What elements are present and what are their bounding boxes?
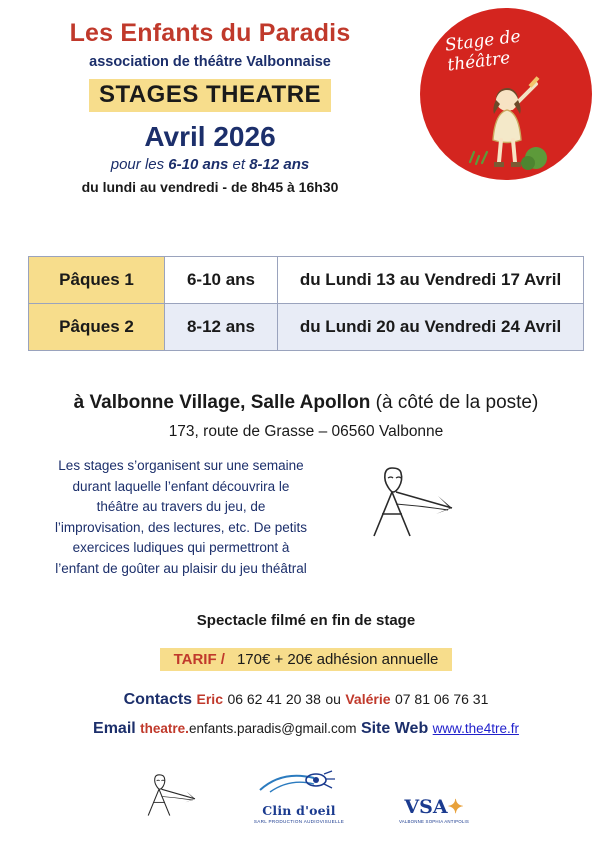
age-groups-line [0, 156, 420, 173]
session-dates: du Lundi 13 au Vendredi 17 Avril [278, 257, 584, 304]
theatre-mask-sketch-icon [352, 452, 472, 548]
vsa-wordmark [391, 798, 477, 817]
contacts-conjunction: ou [325, 691, 341, 707]
vsa-letters: VSA [404, 796, 448, 818]
session-age: 8-12 ans [165, 304, 278, 351]
program-description: Les stages s’organisent sur une semaine durant laquelle l’enfant découvrira le théâtre au travers du jeu, de l’improvisation, des lectures, etc. De petits exercices ludiques qui permettront à l’enfant de goûter au plaisir du jeu théâtral [54, 458, 308, 576]
spectacle-note: Spectacle filmé en fin de stage [196, 612, 416, 629]
session-label: Pâques 2 [29, 304, 165, 351]
website-label: Site Web [360, 719, 429, 737]
schedule-table [28, 256, 584, 351]
venue-name: à Valbonne Village, Salle Apollon [73, 392, 371, 413]
vsa-logo [391, 798, 477, 824]
contacts-row-1 [0, 688, 612, 713]
tarif-badge [160, 648, 453, 671]
theatre-mask-sketch-icon-small [135, 764, 207, 824]
session-age: 6-10 ans [165, 257, 278, 304]
tarif-label: TARIF / [173, 651, 225, 668]
stages-banner: STAGES THEATRE [89, 79, 331, 112]
vsa-accent-icon: ✦ [447, 796, 464, 818]
session-dates: du Lundi 20 au Vendredi 24 Avril [278, 304, 584, 351]
contact-2-phone[interactable]: 07 81 06 76 31 [394, 691, 489, 707]
tarif-wrap [0, 648, 612, 671]
contact-1-name[interactable]: Eric [196, 691, 223, 707]
logo-circle [420, 8, 592, 180]
logo-script-text: Stage de théâtre [443, 26, 522, 76]
venue-name-line [0, 392, 612, 414]
age-join: et [228, 155, 250, 173]
table-row [29, 304, 584, 351]
contact-1-phone[interactable]: 06 62 41 20 38 [227, 691, 321, 707]
venue-note: (à côté de la poste) [370, 392, 539, 413]
age-group-1: 6-10 ans [168, 155, 229, 173]
eye-swoosh-icon [254, 770, 344, 798]
clin-doeil-name: Clin d'oeil [262, 803, 336, 818]
organization-subtitle: association de théâtre Valbonnaise [89, 53, 331, 70]
footer-logos [0, 762, 612, 832]
table-row [29, 257, 584, 304]
age-group-2: 8-12 ans [249, 155, 310, 173]
girl-illustration-icon [462, 70, 554, 174]
poster-header [0, 0, 612, 212]
email-prefix[interactable]: theatre. [140, 720, 189, 736]
email-label: Email [93, 719, 136, 737]
schedule-table-wrap [28, 256, 584, 351]
schedule-hours: du lundi au vendredi - de 8h45 à 16h30 [81, 178, 339, 195]
vsa-subtitle: VALBONNE SOPHIA ANTIPOLIS [398, 819, 470, 824]
contacts-block [0, 688, 612, 742]
organization-name: Les Enfants du Paradis [69, 19, 351, 47]
clin-doeil-subtitle: SARL PRODUCTION AUDIOVISUELLE [253, 819, 345, 824]
event-month: Avril 2026 [144, 120, 276, 152]
session-label: Pâques 1 [29, 257, 165, 304]
contacts-row-2 [0, 717, 612, 742]
website-link[interactable]: www.the4tre.fr [432, 720, 519, 736]
logo [420, 8, 592, 180]
venue-address: 173, route de Grasse – 06560 Valbonne [168, 423, 444, 440]
venue-block [0, 392, 612, 441]
clin-doeil-logo [253, 770, 345, 824]
contacts-label: Contacts [123, 691, 193, 708]
title-block [0, 20, 420, 195]
contact-2-name[interactable]: Valérie [345, 691, 391, 707]
tarif-value: 170€ + 20€ adhésion annuelle [236, 651, 439, 668]
email-address[interactable]: enfants.paradis@gmail.com [188, 720, 357, 736]
age-prefix: pour les [110, 155, 169, 173]
